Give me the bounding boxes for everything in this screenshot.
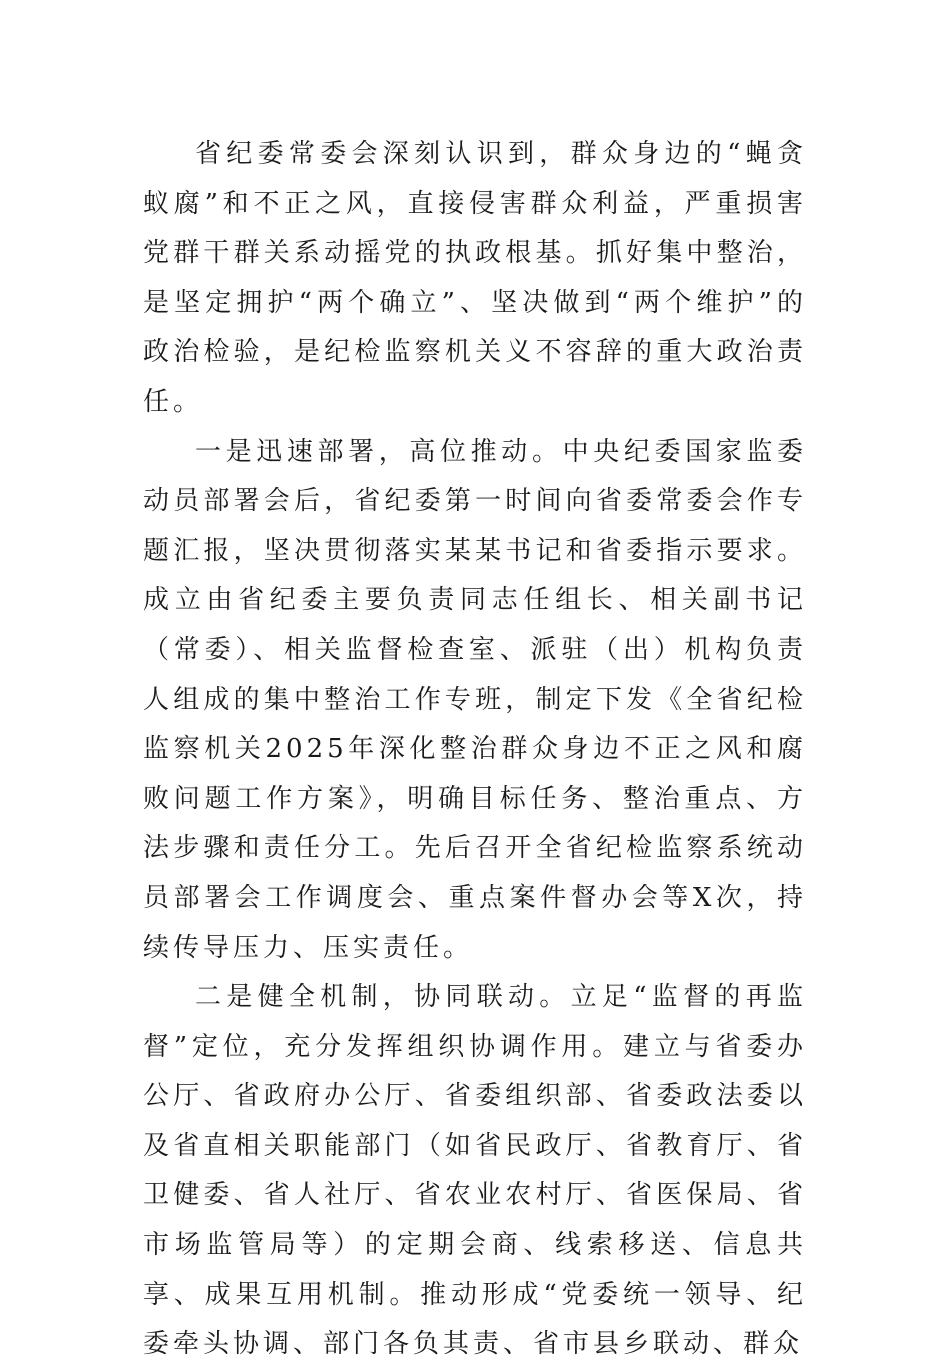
paragraph-point-two: 二是健全机制，协同联动。立足“监督的再监督”定位，充分发挥组织协调作用。建立与省委办公厅、省政府办公厅、省委组织部、省委政法委以及省直相关职能部门（如省民政厅、省教育厅、省卫健委、省人社厅、省农业农村厅、省医保局、省市场监管局等）的定期会商、线索移送、信息共享、成果互用机制。推动形成“党委统一领导、纪委牵头协调、部门各负其责、省市县乡联动、群众 (143, 982, 807, 1360)
paragraph-point-one: 一是迅速部署，高位推动。中央纪委国家监委动员部署会后，省纪委第一时间向省委常委会作专题汇报，坚决贯彻落实某某书记和省委指示要求。成立由省纪委主要负责同志任组长、相关副书记（常委）、相关监督检查室、派驻（出）机构负责人组成的集中整治工作专班，制定下发《全省纪检监察机关2025年深化整治群众身边不正之风和腐败问题工作方案》，明确目标任务、整治重点、方法步骤和责任分工。先后召开全省纪检监察系统动员部署会工作调度会、重点案件督办会等X次，持续传导压力、压实责任。 (143, 436, 807, 963)
document-body (143, 130, 807, 1370)
paragraph-intro: 省纪委常委会深刻认识到，群众身边的“蝇贪蚁腐”和不正之风，直接侵害群众利益，严重损害党群干群关系动摇党的执政根基。抓好集中整治，是坚定拥护“两个确立”、坚决做到“两个维护”的政治检验，是纪检监察机关义不容辞的重大政治责任。 (143, 139, 807, 417)
